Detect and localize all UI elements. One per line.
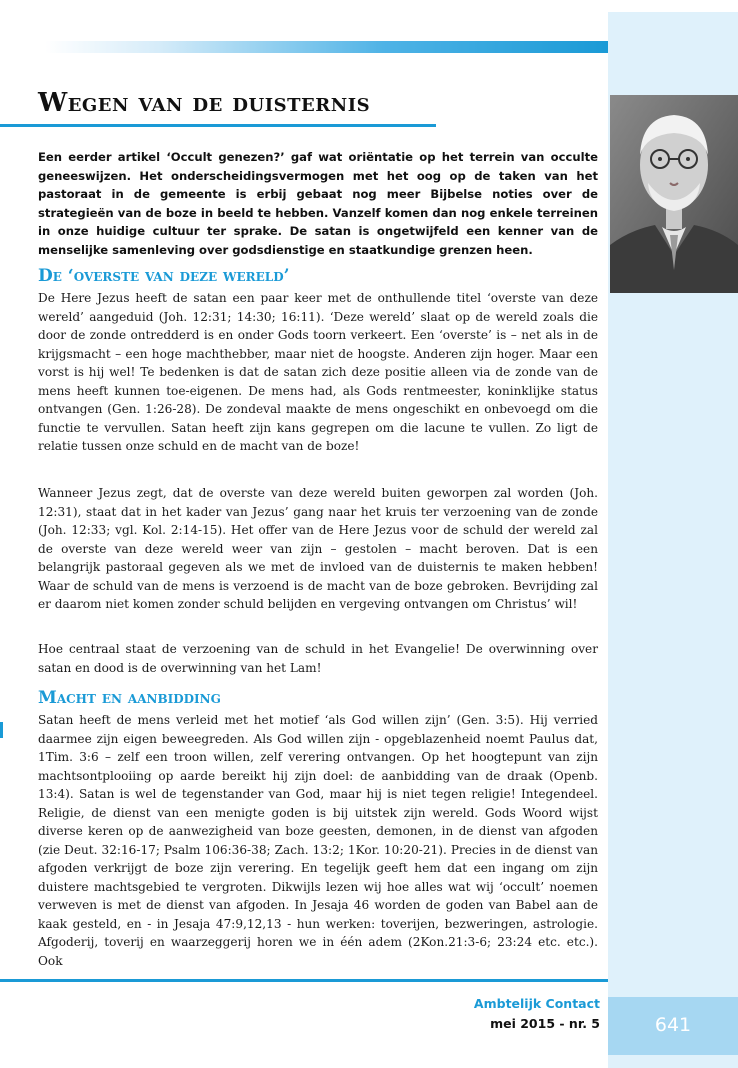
page-number: 641 <box>654 1014 692 1036</box>
section-heading-overste: De ‘overste van deze wereld’ <box>38 266 290 286</box>
journal-name: Ambtelijk Contact <box>473 996 600 1011</box>
margin-marker <box>0 722 3 738</box>
issue-info: mei 2015 - nr. 5 <box>490 1016 600 1031</box>
body-paragraph: Hoe centraal staat de verzoening van de schuld in het Evangelie! De overwinning over satan en dood is de overwinning van het Lam! <box>38 642 598 675</box>
footer-rule <box>0 979 608 982</box>
author-photo <box>610 95 738 293</box>
article-title: Wegen van de duisternis <box>38 88 371 118</box>
article-lead: Een eerder artikel ‘Occult genezen?’ gaf wat oriëntatie op het terrein van occulte geneeswijzen. Het onderscheidingsvermogen met het oog op de taken van het pastoraat in de gemeente is erbij gebaat nog meer Bijbelse noties over de strategieën van de boze in beeld te hebben. Vanzelf komen dan nog enkele terreinen in onze huidige cultuur ter sprake. De satan is ongetwijfeld een kenner van de menselijke samenleving over godsdienstige en staatkundige grenzen heen. <box>38 150 598 257</box>
body-paragraph: De Here Jezus heeft de satan een paar keer met de onthullende titel ‘overste van deze wereld’ aangeduid (Joh. 12:31; 14:30; 16:11). ‘Deze wereld’ slaat op de wereld zoals die door de zonde ontredderd is en onder Gods toorn verkeert. Een ‘overste’ is – net als in de krijgsmacht – een hoge machthebber, maar niet de hoogste. Anderen zijn hoger. Maar een vorst is hij wel! Te bedenken is dat de satan zich deze positie alleen via de zonde van de mens heeft kunnen toe-eigenen. De mens had, als Gods rentmeester, koninklijke status ontvangen (Gen. 1:26-28). De zondeval maakte de mens ongeschikt en onbevoegd om die functie te vervullen. Satan heeft zijn kans gegrepen om die lacune te vullen. Zo ligt de relatie tussen onze schuld en de macht van de boze! <box>38 291 598 453</box>
body-paragraph: Wanneer Jezus zegt, dat de overste van deze wereld buiten geworpen zal worden (Joh. 12:31), staat dat in het kader van Jezus’ gang naar het kruis ter verzoening van de zonde (Joh. 12:33; vgl. Kol. 2:14-15). Het offer van de Here Jezus voor de schuld der wereld zal de overste van deze wereld weer van zijn – gestolen – macht beroven. Dat is een belangrijk pastoraal gegeven als we met de invloed van de duisternis te maken hebben! Waar de schuld van de mens is verzoend is de macht van de boze gebroken. Bevrijding zal er daarom niet komen zonder schuld belijden en vergeving ontvangen om Christus’ wil! <box>38 486 598 611</box>
header-gradient-bar <box>45 41 608 53</box>
title-underline <box>0 124 436 127</box>
body-paragraph: Satan heeft de mens verleid met het motief ‘als God willen zijn’ (Gen. 3:5). Hij verried daarmee zijn eigen beweegreden. Als God willen zijn - opgeblazenheid noemt Paulus dat, 1Tim. 3:6 – zelf een troon willen, zelf verering ontvangen. Op het hoogtepunt van zijn machtsontplooiing op aarde bereikt hij zijn doel: de aanbidding van de draak (Openb. 13:4). Satan is wel de tegenstander van God, maar hij is niet tegen religie! Integendeel. Religie, de dienst van een menigte goden is bij uitstek zijn wereld. Gods Woord wijst diverse keren op de aanwezigheid van boze geesten, demonen, in de dienst van afgoden (zie Deut. 32:16-17; Psalm 106:36-38; Zach. 13:2; 1Kor. 10:20-21). Precies in de dienst van afgoden verkrijgt de boze zijn verering. En tegelijk geeft hem dat een ingang om zijn duistere machtsgebied te vergroten. Dikwijls lezen wij hoe alles wat wij ‘occult’ noemen verweven is met de dienst van afgoden. In Jesaja 46 worden de goden van Babel aan de kaak gesteld, en - in Jesaja 47:9,12,13 - hun werken: toverijen, bezweringen, astrologie. Afgoderij, toverij en waarzeggerij horen we in één adem (2Kon.21:3-6; 23:24 etc. etc.). Ook <box>38 713 598 968</box>
section-heading-macht: Macht en aanbidding <box>38 688 221 708</box>
